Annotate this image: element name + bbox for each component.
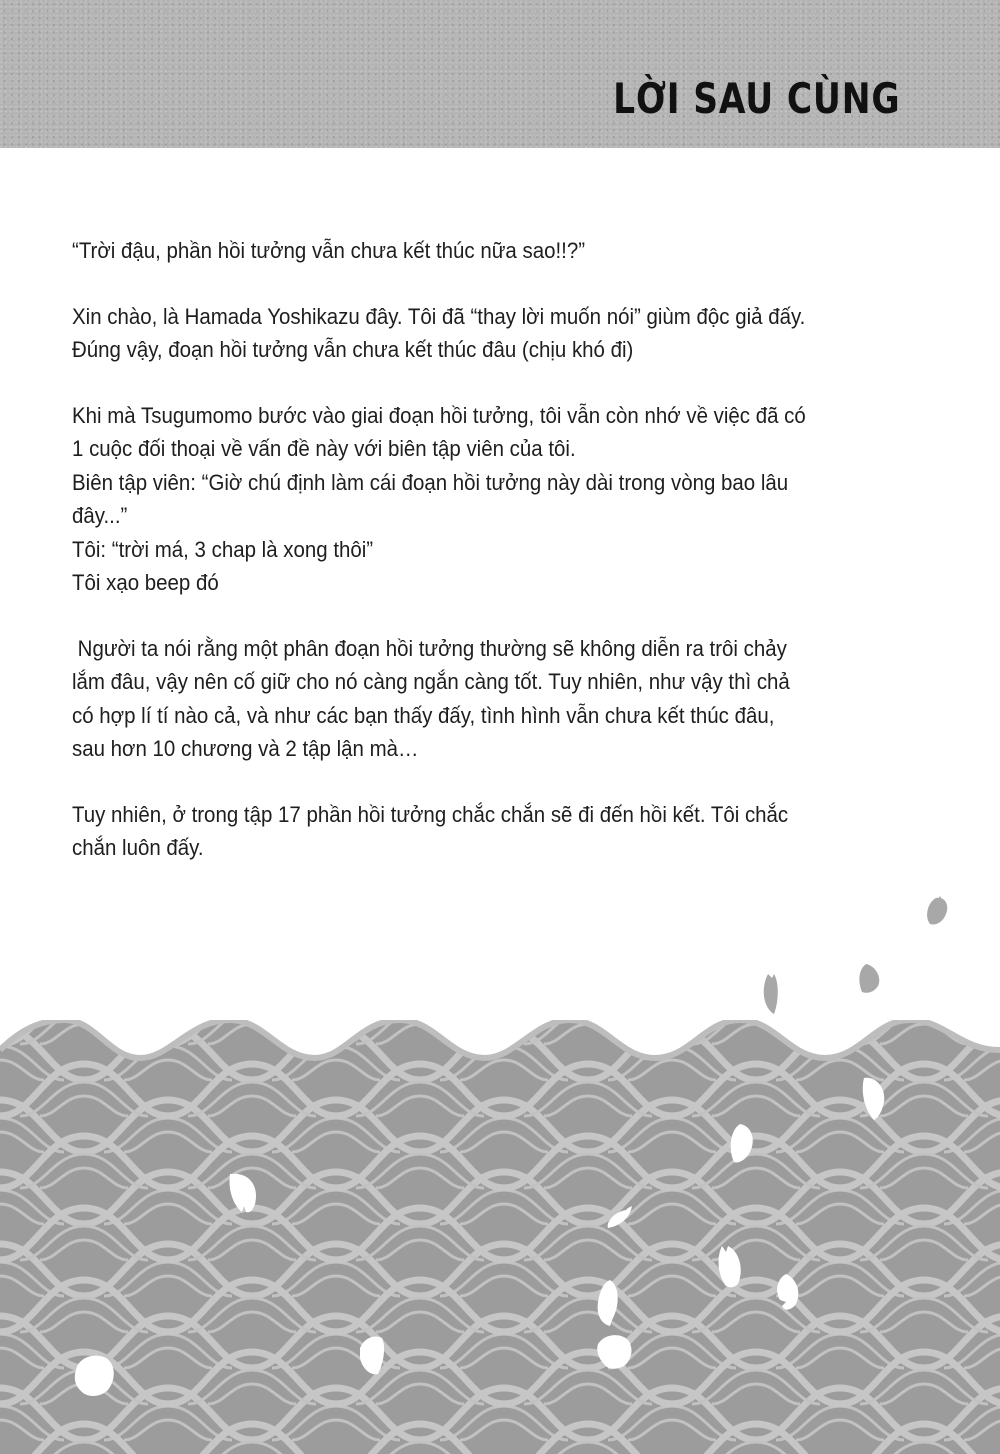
paragraph-1 <box>72 234 932 268</box>
paragraph-5 <box>72 798 932 865</box>
sakura-petal-icon <box>854 1074 894 1124</box>
text-line: Biên tập viên: “Giờ chú định làm cái đoạn hồi tưởng này dài trong vòng bao lâu <box>72 469 789 495</box>
sakura-petal-icon <box>70 1352 130 1402</box>
sakura-petal-icon <box>722 1120 762 1170</box>
sakura-petal-icon <box>600 1204 640 1234</box>
sakura-petal-icon <box>712 1244 762 1304</box>
text-line: chắn luôn đấy. <box>72 835 204 860</box>
sakura-petal-icon <box>770 1270 810 1320</box>
text-line: đây...” <box>72 503 128 528</box>
text-line: Người ta nói rằng một phân đoạn hồi tưởng thường sẽ không diễn ra trôi chảy <box>72 635 787 661</box>
text-line: Đúng vậy, đoạn hồi tưởng vẫn chưa kết thúc đâu (chịu khó đi) <box>72 337 634 362</box>
text-line: Khi mà Tsugumomo bước vào giai đoạn hồi tưởng, tôi vẫn còn nhớ về việc đã có <box>72 402 806 428</box>
text-line: Tôi: “trời má, 3 chap là xong thôi” <box>72 536 374 562</box>
text-line: “Trời đậu, phần hồi tưởng vẫn chưa kết thúc nữa sao!!?” <box>72 238 586 263</box>
text-line: 1 cuộc đối thoại về vấn đề này với biên tập viên của tôi. <box>72 436 576 461</box>
sakura-petal-icon <box>224 1170 274 1230</box>
paragraph-2 <box>72 300 932 367</box>
seigaiha-wave-pattern <box>0 1020 1000 1454</box>
sakura-petal-icon <box>588 1276 628 1336</box>
sakura-petal-icon <box>594 1330 644 1380</box>
text-line: Tôi xạo beep đó <box>72 570 219 595</box>
paragraph-3 <box>72 399 932 600</box>
paragraph-4 <box>72 632 932 766</box>
text-line: sau hơn 10 chương và 2 tập lận mà… <box>72 736 419 761</box>
sakura-petal-icon <box>852 962 888 1002</box>
text-line: lắm đâu, vậy nên cố giữ cho nó càng ngắn càng tốt. Tuy nhiên, như vậy thì chả <box>72 669 790 694</box>
page-title: LỜI SAU CÙNG <box>612 74 900 123</box>
sakura-petal-icon <box>918 894 958 934</box>
sakura-petal-icon <box>754 970 794 1020</box>
text-line: Xin chào, là Hamada Yoshikazu đây. Tôi đã “thay lời muốn nói” giùm độc giả đấy. <box>72 303 806 329</box>
sakura-petal-icon <box>356 1332 396 1382</box>
afterword-body <box>72 234 932 897</box>
text-line: có hợp lí tí nào cả, và như các bạn thấy đấy, tình hình vẫn chưa kết thúc đâu, <box>72 702 775 728</box>
text-line: Tuy nhiên, ở trong tập 17 phần hồi tưởng chắc chắn sẽ đi đến hồi kết. Tôi chắc <box>72 801 789 827</box>
